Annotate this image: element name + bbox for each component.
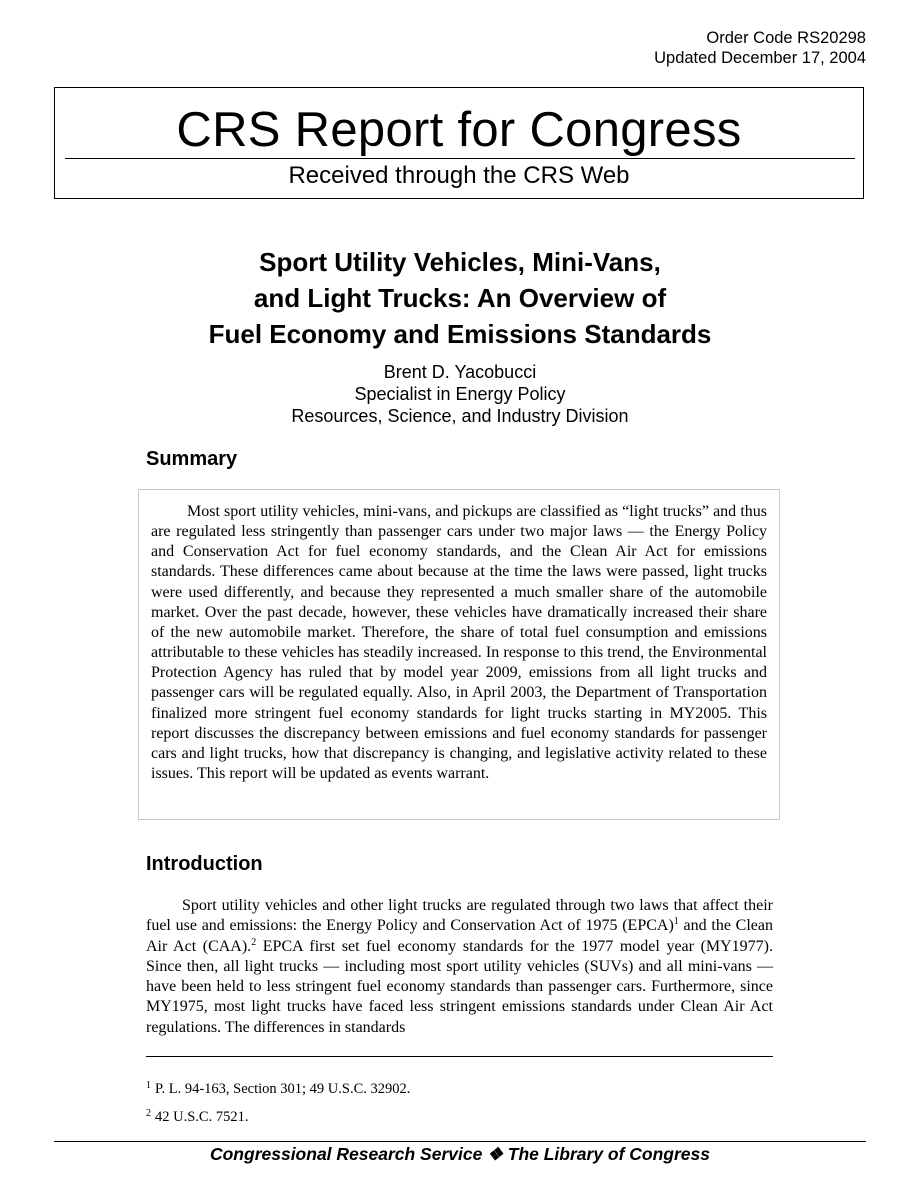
author-block [0, 361, 920, 427]
header-divider [65, 158, 855, 159]
footnote-mark: 2 [146, 1108, 151, 1119]
introduction-text [146, 896, 773, 1038]
document-title-line: Fuel Economy and Emissions Standards [208, 319, 712, 349]
footer-divider [54, 1141, 866, 1142]
summary-heading: Summary [146, 448, 238, 470]
updated-date: Updated December 17, 2004 [654, 49, 866, 67]
page-footer: Congressional Research Service ❖ The Library of Congress [209, 1144, 711, 1164]
footnote-reference[interactable]: 2 [251, 936, 257, 948]
footnote-text: P. L. 94-163, Section 301; 49 U.S.C. 32902. [155, 1081, 411, 1097]
footnote [146, 1077, 773, 1098]
footnote-divider [146, 1056, 773, 1057]
report-header-box [54, 87, 864, 199]
document-title [0, 244, 920, 352]
footnote [146, 1105, 773, 1126]
footnote-mark: 1 [146, 1080, 151, 1091]
summary-text: Most sport utility vehicles, mini-vans, and pickups are classified as “light trucks” and thus are regulated less stringently than passenger cars under two major laws — the Energy Policy and Conservation Act for fuel economy standards, and the Clean Air Act for emissions standards. These differences came about because at the time the laws were passed, light trucks were used differently, and because they represented a much smaller share of the automobile market. Over the past decade, however, these vehicles have dramatically increased their share of the new automobile market. Therefore, the share of total fuel consumption and emissions attributable to these vehicles has steadily increased. In response to this trend, the Environmental Protection Agency has ruled that by model year 2009, emissions from all light trucks and passenger cars will be regulated equally. Also, in April 2003, the Department of Transportation finalized more stringent fuel economy standards for light trucks starting in MY2005. This report discusses the discrepancy between emissions and fuel economy standards for passenger cars and light trucks, how that discrepancy is changing, and legislative activity related to these issues. This report will be updated as events warrant. [151, 503, 767, 783]
document-title-line: Sport Utility Vehicles, Mini-Vans, [259, 247, 661, 277]
introduction-text-part: Sport utility vehicles and other light trucks are regulated through two laws that affect their fuel use and emissions: the Energy Policy and Conservation Act of 1975 (EPCA) [146, 897, 773, 935]
footnote-reference[interactable]: 1 [673, 916, 679, 928]
order-info [654, 28, 866, 68]
introduction-text-part: EPCA first set fuel economy standards for the 1977 model year (MY1977). Since then, all light trucks — including most sport utility vehicles (SUVs) and all mini-vans — have been held to less stringent fuel economy standards than passenger cars. Furthermore, since MY1975, most light trucks have faced less stringent emissions standards under Clean Air Act regulations. The differences in standards [146, 937, 774, 1036]
report-title: CRS Report for Congress [176, 103, 742, 157]
introduction-heading: Introduction [146, 853, 263, 875]
author-name: Brent D. Yacobucci [383, 362, 537, 382]
introduction-text-part: and the Clean Air Act (CAA). [146, 917, 774, 955]
report-subtitle: Received through the CRS Web [288, 162, 630, 189]
order-code: Order Code RS20298 [706, 29, 866, 47]
document-title-line: and Light Trucks: An Overview of [253, 283, 667, 313]
footnote-text: 42 U.S.C. 7521. [155, 1109, 249, 1125]
author-division: Resources, Science, and Industry Division [291, 406, 629, 426]
summary-box [138, 489, 780, 820]
author-position: Specialist in Energy Policy [354, 384, 566, 404]
